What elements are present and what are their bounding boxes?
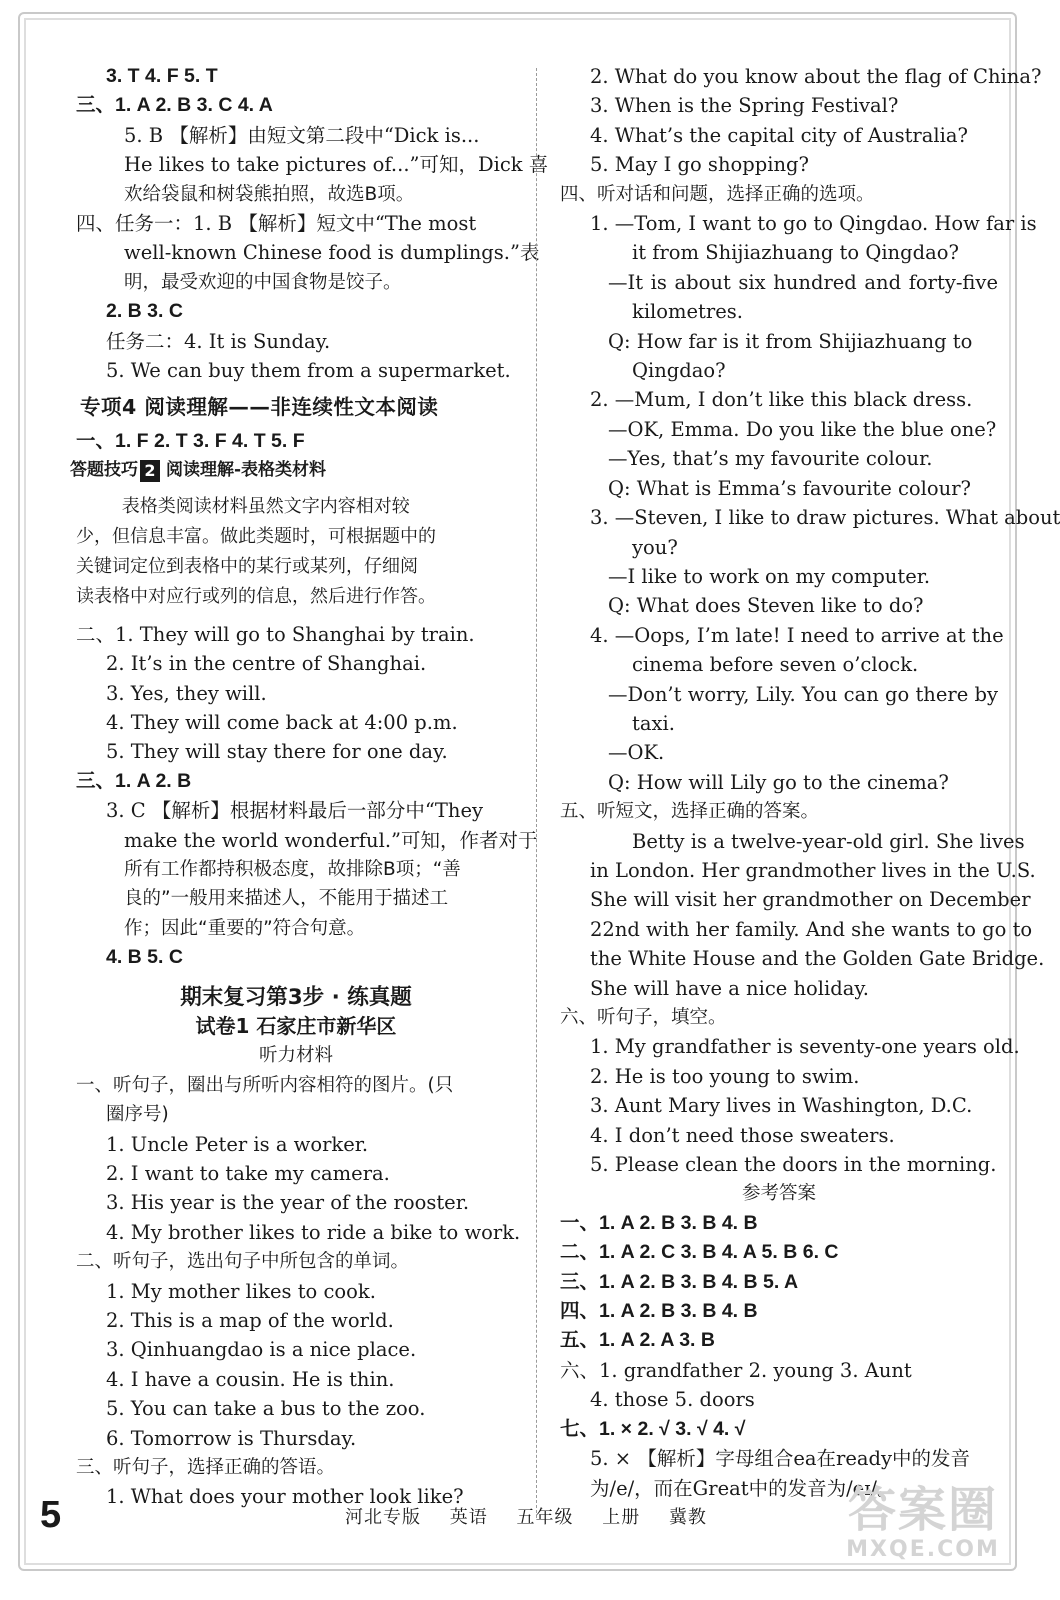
text-line: 5. × 【解析】字母组合ea在ready中的发音 xyxy=(590,1447,970,1471)
text-line: 二、1. A 2. C 3. B 4. A 5. B 6. C xyxy=(560,1241,839,1264)
text-line: 6. Tomorrow is Thursday. xyxy=(106,1426,357,1450)
text-line: Q: How far is it from Shijiazhuang to xyxy=(608,329,973,353)
text-line: 所有工作都持积极态度，故排除B项；“善 xyxy=(124,858,461,880)
text-line: 5. You can take a bus to the zoo. xyxy=(106,1397,426,1421)
text-line: make the world wonderful.”可知，作者对于 xyxy=(124,828,538,852)
text-line: 3. Yes, they will. xyxy=(106,681,267,705)
tip-body xyxy=(76,492,516,612)
paper-title: 试卷1 石家庄市新华区 xyxy=(195,1013,397,1038)
text-line: 四、1. A 2. B 3. B 4. B xyxy=(560,1300,758,1323)
watermark-big-text: 答案圈 xyxy=(847,1482,998,1538)
text-line: Q: What does Steven like to do? xyxy=(608,594,924,618)
text-line: 2. He is too young to swim. xyxy=(590,1064,860,1088)
tip-label: 答题技巧 xyxy=(70,460,138,481)
text-line: 2. B 3. C xyxy=(106,300,183,323)
tip-line: 表格类阅读材料虽然文字内容相对较 xyxy=(76,495,410,517)
text-line: —I like to work on my computer. xyxy=(608,564,931,588)
text-line: 作；因此“重要的”符合句意。 xyxy=(124,917,366,939)
section-4-title: 专项4 阅读理解——非连续性文本阅读 xyxy=(80,395,439,420)
footer-grade: 五年级 xyxy=(516,1507,574,1528)
text-line: 1. Uncle Peter is a worker. xyxy=(106,1132,369,1156)
text-line: She will have a nice holiday. xyxy=(590,976,869,1000)
text-line: 三、听句子，选择正确的答语。 xyxy=(76,1457,336,1479)
tip-title: 阅读理解-表格类材料 xyxy=(166,460,327,481)
text-line: 2. It’s in the centre of Shanghai. xyxy=(106,652,427,676)
column-divider xyxy=(536,68,537,1518)
text-line: taxi. xyxy=(632,711,675,735)
text-line: Q: How will Lily go to the cinema? xyxy=(608,770,949,794)
watermark-url-text: MXQE.COM xyxy=(846,1537,1000,1562)
footer-publisher: 冀教 xyxy=(668,1507,707,1528)
text-line: 2. What do you know about the flag of China? xyxy=(590,65,1042,88)
text-line: 一、听句子，圈出与所听内容相符的图片。(只 xyxy=(76,1074,454,1096)
text-line: kilometres. xyxy=(632,300,743,324)
text-line: 3. T 4. F 5. T xyxy=(106,65,218,87)
text-line: 5. We can buy them from a supermarket. xyxy=(106,359,511,383)
text-line: 七、1. × 2. √ 3. √ 4. √ xyxy=(560,1417,746,1440)
text-line: 圈序号) xyxy=(106,1104,169,1126)
footer-edition: 河北专版 xyxy=(345,1507,421,1528)
text-line: —Don’t worry, Lily. You can go there by xyxy=(608,682,998,706)
answer-tip-header xyxy=(70,456,516,485)
page-number: 5 xyxy=(40,1494,62,1536)
text-line: in London. Her grandmother lives in the U.S. xyxy=(590,858,1036,882)
text-line: 5. May I go shopping? xyxy=(590,153,809,177)
text-line: 3. C 【解析】根据材料最后一部分中“They xyxy=(106,799,484,823)
text-line: 2. This is a map of the world. xyxy=(106,1309,394,1333)
text-line: —OK. xyxy=(608,741,665,765)
tip-line: 少，但信息丰富。做此类题时，可根据题中的 xyxy=(76,525,436,547)
text-line: 2. I want to take my camera. xyxy=(106,1162,390,1185)
tip-number-badge: 2 xyxy=(140,460,160,482)
text-line: 4. They will come back at 4:00 p.m. xyxy=(106,710,458,734)
text-line: 5. Please clean the doors in the morning. xyxy=(590,1153,997,1177)
text-line: Q: What is Emma’s favourite colour? xyxy=(608,476,971,500)
text-line: 3. When is the Spring Festival? xyxy=(590,94,899,118)
text-line: 一、1. F 2. T 3. F 4. T 5. F xyxy=(76,429,305,452)
text-line: 欢给袋鼠和树袋熊拍照，故选B项。 xyxy=(124,183,415,205)
text-line: 3. Qinhuangdao is a nice place. xyxy=(106,1338,417,1362)
text-line: —It is about six hundred and forty-five xyxy=(608,270,998,294)
text-line: 1. My mother likes to cook. xyxy=(106,1279,376,1303)
text-line: 4. those 5. doors xyxy=(590,1388,755,1412)
text-line: 三、1. A 2. B xyxy=(76,769,192,792)
text-line: the White House and the Golden Gate Bridge. xyxy=(590,947,1045,971)
text-line: 3. His year is the year of the rooster. xyxy=(106,1191,470,1215)
text-line: cinema before seven o’clock. xyxy=(632,653,919,677)
text-line: 1. —Tom, I want to go to Qingdao. How far is xyxy=(590,212,1037,236)
text-line: 5. B 【解析】由短文第二段中“Dick is... xyxy=(124,123,480,147)
text-line: 1. What does your mother look like? xyxy=(106,1485,464,1509)
text-line: 3. —Steven, I like to draw pictures. What about xyxy=(590,506,1060,530)
text-line: 1. My grandfather is seventy-one years old. xyxy=(590,1035,1020,1059)
tip-line: 读表格中对应行或列的信息，然后进行作答。 xyxy=(76,585,436,607)
text-line: 五、1. A 2. A 3. B xyxy=(560,1329,715,1352)
text-line: 5. They will stay there for one day. xyxy=(106,740,448,764)
left-answers-c xyxy=(76,620,538,973)
text-line: She will visit her grandmother on December xyxy=(590,888,1031,912)
text-line: 二、听句子，选出句子中所包含的单词。 xyxy=(76,1251,410,1273)
text-line: 4. B 5. C xyxy=(106,946,183,969)
right-column xyxy=(560,62,1060,1503)
tip-line: 关键词定位到表格中的某行或某列，仔细阅 xyxy=(76,555,418,577)
text-line: 明，最受欢迎的中国食物是饺子。 xyxy=(124,271,402,293)
text-line: He likes to take pictures of...”可知，Dick 喜 xyxy=(124,153,549,177)
text-line: you? xyxy=(632,535,678,559)
text-line: 六、听句子，填空。 xyxy=(560,1007,727,1028)
text-line: Qingdao? xyxy=(632,359,726,383)
footer-volume: 上册 xyxy=(602,1507,641,1528)
text-line: —Yes, that’s my favourite colour. xyxy=(608,447,933,471)
text-line: 4. What’s the capital city of Australia? xyxy=(590,123,968,147)
text-line: —OK, Emma. Do you like the blue one? xyxy=(608,417,997,441)
left-listening-lines xyxy=(76,1071,521,1512)
footer-subject: 英语 xyxy=(449,1507,488,1528)
text-line: 4. My brother likes to ride a bike to work. xyxy=(106,1220,521,1244)
site-watermark-logo xyxy=(833,1482,1013,1572)
text-line: 4. I don’t need those sweaters. xyxy=(590,1123,895,1147)
left-answers-b xyxy=(76,427,516,456)
text-line: 良的”一般用来描述人，不能用于描述工 xyxy=(124,888,449,910)
text-line: it from Shijiazhuang to Qingdao? xyxy=(632,241,959,265)
text-line: Betty is a twelve-year-old girl. She lives xyxy=(632,829,1025,853)
text-line: 二、1. They will go to Shanghai by train. xyxy=(76,622,475,646)
text-line: 3. Aunt Mary lives in Washington, D.C. xyxy=(590,1094,973,1118)
text-line: 一、1. A 2. B 3. B 4. B xyxy=(560,1211,758,1234)
text-line: 五、听短文，选择正确的答案。 xyxy=(560,801,820,823)
text-line: 2. —Mum, I don’t like this black dress. xyxy=(590,388,973,412)
footer-info xyxy=(345,1503,729,1529)
text-line: 三、1. A 2. B 3. C 4. A xyxy=(76,94,273,117)
exam-title: 期末复习第3步 · 练真题 xyxy=(180,984,412,1010)
text-line: 任务二：4. It is Sunday. xyxy=(106,329,331,353)
text-line: 为/e/，而在Great中的发音为/eɪ/。 xyxy=(590,1476,897,1500)
listening-title: 听力材料 xyxy=(258,1045,333,1067)
text-line: 四、听对话和问题，选择正确的选项。 xyxy=(560,183,875,205)
text-line: 四、任务一：1. B 【解析】短文中“The most xyxy=(76,212,477,236)
text-line: 参考答案 xyxy=(741,1183,816,1205)
left-column xyxy=(70,62,549,1512)
text-line: 三、1. A 2. B 3. B 4. B 5. A xyxy=(560,1270,799,1293)
text-line: 22nd with her family. And she wants to go to xyxy=(590,917,1033,941)
text-line: 六、1. grandfather 2. young 3. Aunt xyxy=(560,1358,912,1382)
text-line: 4. —Oops, I’m late! I need to arrive at the xyxy=(590,623,1004,647)
right-lines xyxy=(560,62,1060,1503)
left-answers-a xyxy=(76,62,549,385)
text-line: 4. I have a cousin. He is thin. xyxy=(106,1367,395,1391)
text-line: well-known Chinese food is dumplings.”表 xyxy=(124,241,540,265)
